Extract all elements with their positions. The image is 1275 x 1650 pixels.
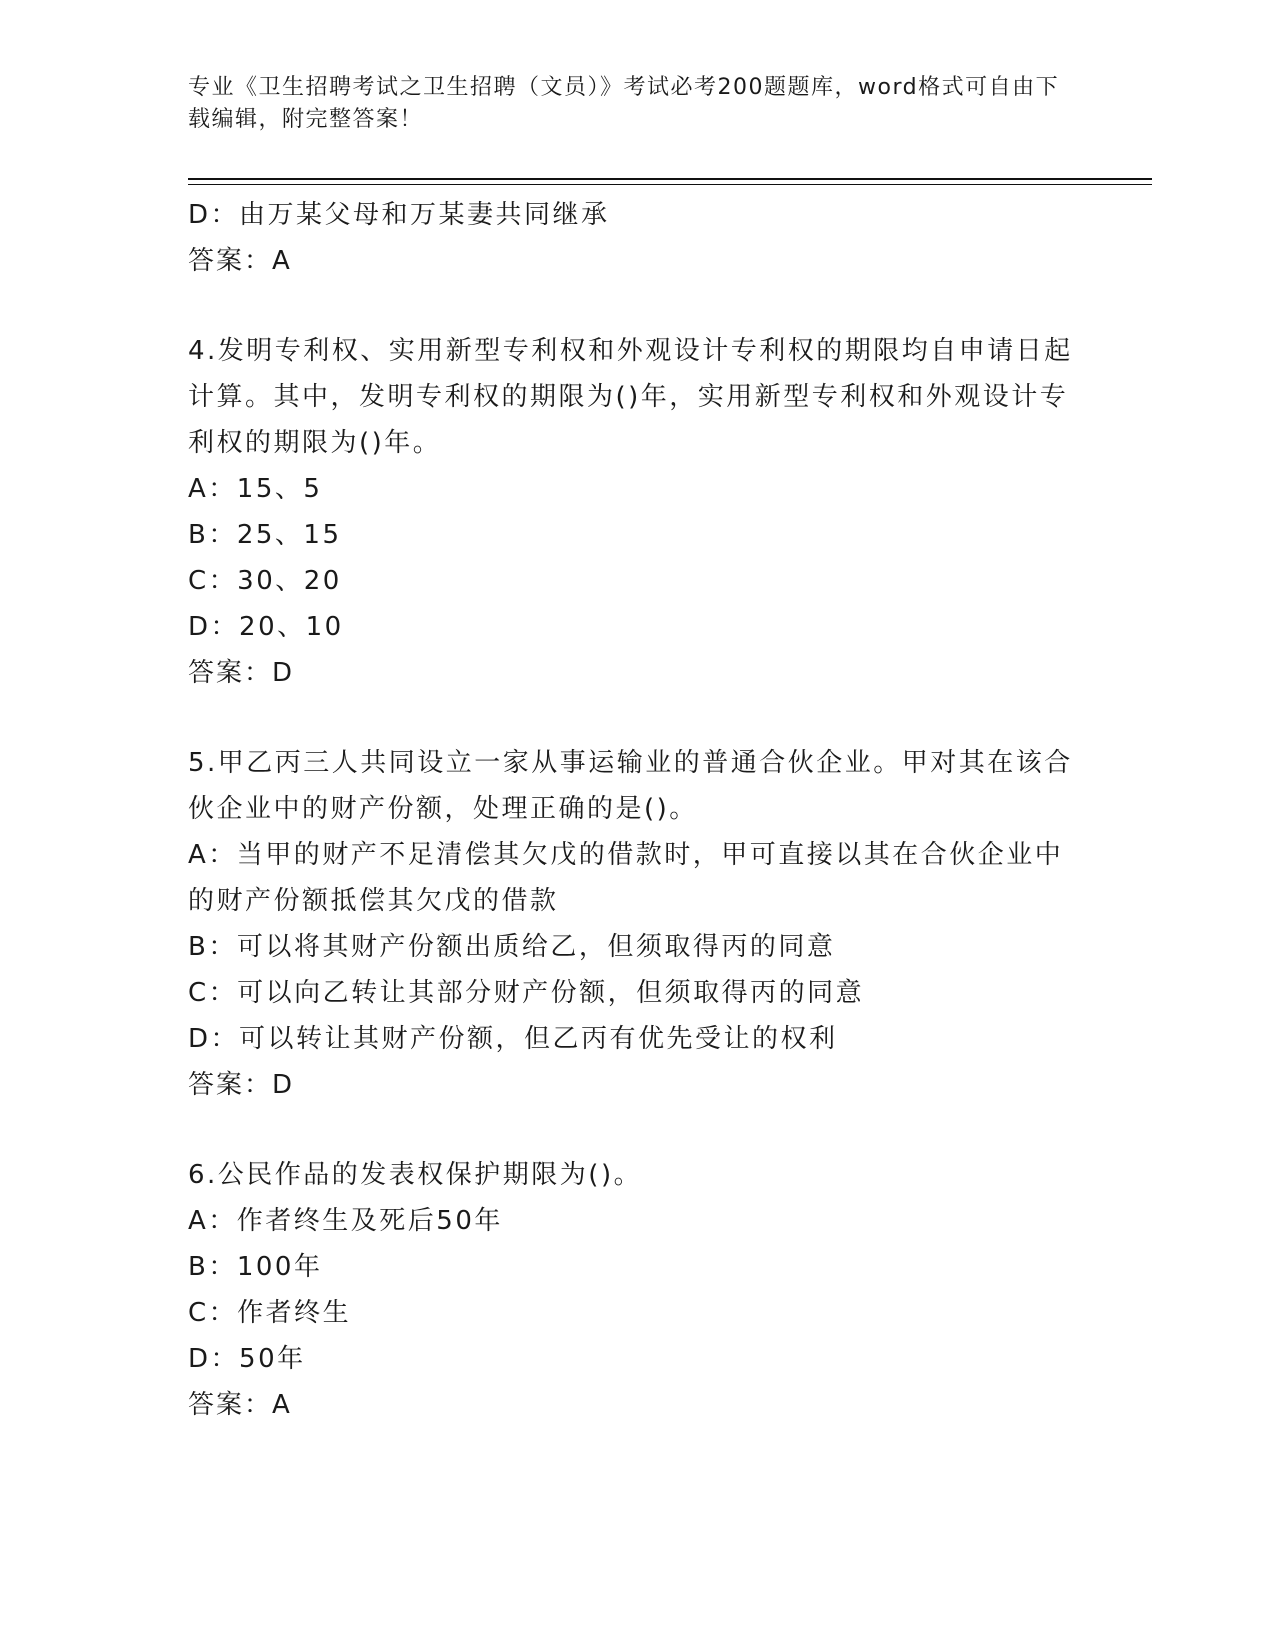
option-c: C：作者终生 — [188, 1298, 352, 1328]
option-b: B：100年 — [188, 1252, 323, 1282]
question-block-prev — [188, 192, 1088, 284]
question-block-5 — [188, 740, 1088, 1108]
spacer — [188, 696, 1088, 740]
option-d: D：50年 — [188, 1344, 306, 1374]
option-c: C：可以向乙转让其部分财产份额，但须取得丙的同意 — [188, 978, 865, 1008]
document-body — [188, 192, 1088, 1428]
option-a: A：15、5 — [188, 474, 323, 504]
spacer — [188, 284, 1088, 328]
option-a: A：作者终生及死后50年 — [188, 1206, 503, 1236]
question-stem: 4.发明专利权、实用新型专利权和外观设计专利权的期限均自申请日起计算。其中，发明专利权的期限为()年，实用新型专利权和外观设计专利权的期限为()年。 — [188, 336, 1073, 458]
option-b: B：可以将其财产份额出质给乙，但须取得丙的同意 — [188, 932, 836, 962]
option-d: D：由万某父母和万某妻共同继承 — [188, 200, 610, 230]
question-block-6 — [188, 1152, 1088, 1428]
answer-line: 答案：A — [188, 246, 292, 276]
answer-line: 答案：D — [188, 1070, 295, 1100]
question-stem: 6.公民作品的发表权保护期限为()。 — [188, 1160, 643, 1190]
option-c: C：30、20 — [188, 566, 342, 596]
answer-line: 答案：D — [188, 658, 295, 688]
answer-line: 答案：A — [188, 1390, 292, 1420]
header-divider-thin — [188, 184, 1152, 185]
option-b: B：25、15 — [188, 520, 342, 550]
option-d: D：20、10 — [188, 612, 344, 642]
header-divider-thick — [188, 178, 1152, 180]
option-d: D：可以转让其财产份额，但乙丙有优先受让的权利 — [188, 1024, 838, 1054]
spacer — [188, 1108, 1088, 1152]
question-stem: 5.甲乙丙三人共同设立一家从事运输业的普通合伙企业。甲对其在该合伙企业中的财产份额，处理正确的是()。 — [188, 748, 1073, 824]
question-block-4 — [188, 328, 1088, 696]
option-a: A：当甲的财产不足清偿其欠戊的借款时，甲可直接以其在合伙企业中的财产份额抵偿其欠戊的借款 — [188, 840, 1064, 916]
document-header: 专业《卫生招聘考试之卫生招聘（文员）》考试必考200题题库，word格式可自由下载编辑，附完整答案！ — [188, 75, 1060, 132]
